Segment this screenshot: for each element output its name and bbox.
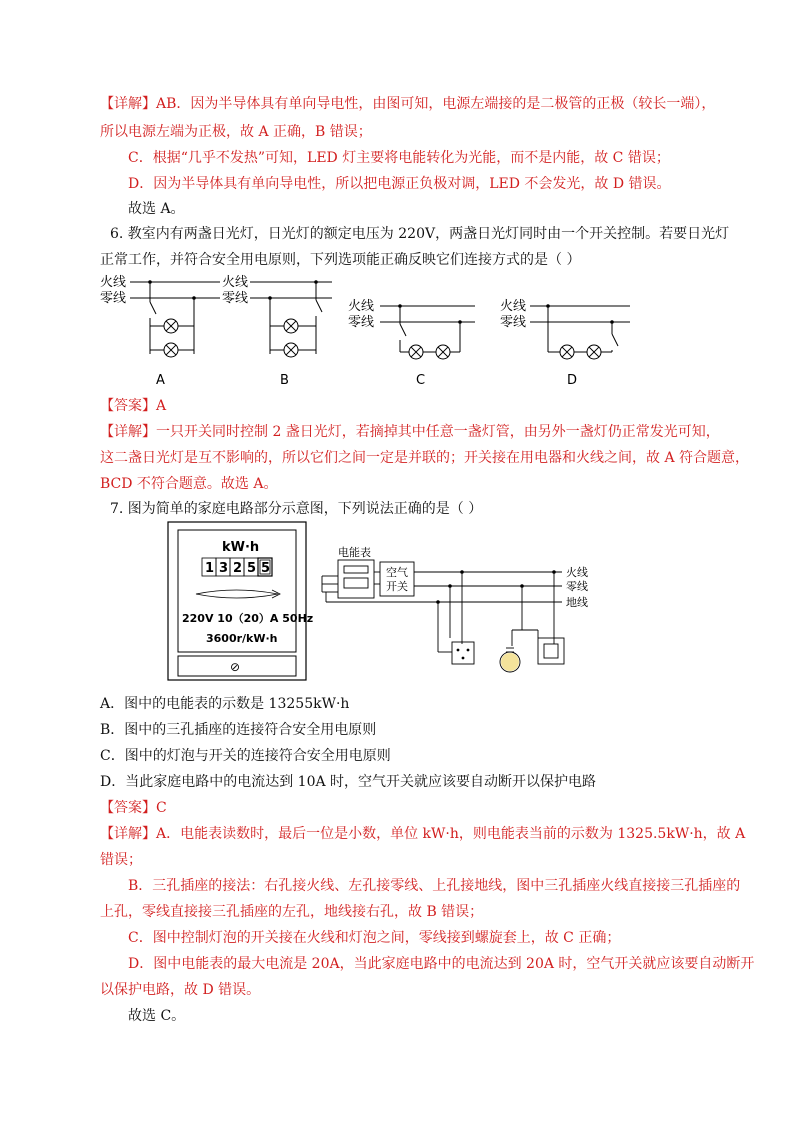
q7-conclusion: 故选 C。 — [128, 1008, 186, 1024]
q6-question-line1: 6. 教室内有两盏日光灯，日光灯的额定电压为 220V，两盏日光灯同时由一个开关控制。若要日光灯 — [110, 226, 730, 242]
q5-option-d: D．因为半导体具有单向导电性，所以把电源正负极对调，LED 不会发光，故 D 错误。 — [128, 176, 671, 192]
q7-circuit-figure — [166, 520, 606, 688]
q7-detail-b-line1: B．三孔插座的接法：右孔接火线、左孔接零线、上孔接地线，图中三孔插座火线直接接三孔插座的 — [128, 878, 741, 894]
breaker-label-1: 空气 — [386, 566, 408, 579]
diagram-a-live-label: 火线 — [100, 275, 127, 290]
q6-circuit-diagrams — [100, 270, 660, 390]
q6-detail-line1: 【详解】一只开关同时控制 2 盏日光灯，若摘掉其中任意一盏灯管，由另外一盏灯仍正常发光可知， — [100, 424, 720, 440]
q6-answer: 【答案】A — [100, 398, 167, 414]
diagram-d-neutral-label: 零线 — [500, 315, 527, 330]
q5-conclusion: 故选 A。 — [128, 201, 185, 217]
meter-unit: kW·h — [222, 540, 260, 555]
meter-symbol: ⊘ — [230, 660, 241, 674]
ground-wire-label: 地线 — [566, 596, 588, 609]
neutral-wire-label: 零线 — [566, 580, 588, 593]
q7-answer: 【答案】C — [100, 800, 167, 816]
q7-option-a: A．图中的电能表的示数是 13255kW·h — [100, 696, 350, 712]
diagram-c-label: C — [416, 373, 426, 388]
q7-detail-d-line1: D．图中电能表的最大电流是 20A，当此家庭电路中的电流达到 20A 时，空气开关就应该要自动断开 — [128, 956, 755, 972]
meter-rating: 220V 10（20）A 50Hz — [182, 612, 314, 625]
diagram-b-live-label: 火线 — [222, 275, 249, 290]
q7-detail-b-line2: 上孔，零线直接接三孔插座的左孔，地线接右孔，故 B 错误； — [100, 904, 484, 920]
q5-detail-line1: 【详解】AB．因为半导体具有单向导电性，由图可知，电源左端接的是二极管的正极（较长一端）， — [100, 96, 716, 112]
meter-digit-3: 2 — [233, 561, 243, 576]
q7-detail-d-line2: 以保护电路，故 D 错误。 — [100, 982, 261, 998]
q6-detail-line3: BCD 不符合题意。故选 A。 — [100, 476, 278, 492]
diagram-a-label: A — [156, 373, 165, 388]
diagram-b-neutral-label: 零线 — [222, 291, 249, 306]
q7-option-b: B．图中的三孔插座的连接符合安全用电原则 — [100, 722, 377, 738]
diagram-d-live-label: 火线 — [500, 299, 527, 314]
meter-constant: 3600r/kW·h — [206, 632, 278, 645]
meter-digit-1: 1 — [205, 561, 215, 576]
q5-detail-line2: 所以电源左端为正极，故 A 正确，B 错误； — [100, 124, 372, 140]
q5-option-c: C．根据“几乎不发热”可知，LED 灯主要将电能转化为光能，而不是内能，故 C 错误； — [128, 150, 670, 166]
q7-option-c: C．图中的灯泡与开关的连接符合安全用电原则 — [100, 748, 391, 764]
diagram-b-label: B — [280, 373, 289, 388]
diagram-d-label: D — [567, 373, 578, 388]
q7-detail-a-line2: 错误； — [100, 852, 142, 868]
meter-digit-5: 5 — [261, 561, 271, 576]
q6-detail-line2: 这二盏日光灯是互不影响的，所以它们之间一定是并联的；开关接在用电器和火线之间，故 A 符合题意， — [100, 450, 750, 466]
diagram-a-neutral-label: 零线 — [100, 291, 127, 306]
breaker-label-2: 开关 — [386, 580, 408, 593]
q7-question: 7. 图为简单的家庭电路部分示意图，下列说法正确的是（ ） — [110, 501, 483, 517]
meter-label: 电能表 — [338, 546, 371, 559]
q7-detail-c: C．图中控制灯泡的开关接在火线和灯泡之间，零线接到螺旋套上，故 C 正确； — [128, 930, 621, 946]
meter-digit-2: 3 — [219, 561, 229, 576]
q7-detail-a-line1: 【详解】A．电能表读数时，最后一位是小数，单位 kW·h，则电能表当前的示数为 1325.5kW·h，故 A — [100, 826, 746, 842]
live-wire-label: 火线 — [566, 566, 588, 579]
q6-question-line2: 正常工作，并符合安全用电原则，下列选项能正确反映它们连接方式的是（ ） — [100, 252, 581, 268]
meter-digit-4: 5 — [247, 561, 257, 576]
diagram-c-neutral-label: 零线 — [348, 315, 375, 330]
light-bulb-icon — [501, 653, 519, 671]
diagram-c-live-label: 火线 — [348, 299, 375, 314]
q7-option-d: D．当此家庭电路中的电流达到 10A 时，空气开关就应该要自动断开以保护电路 — [100, 774, 597, 790]
